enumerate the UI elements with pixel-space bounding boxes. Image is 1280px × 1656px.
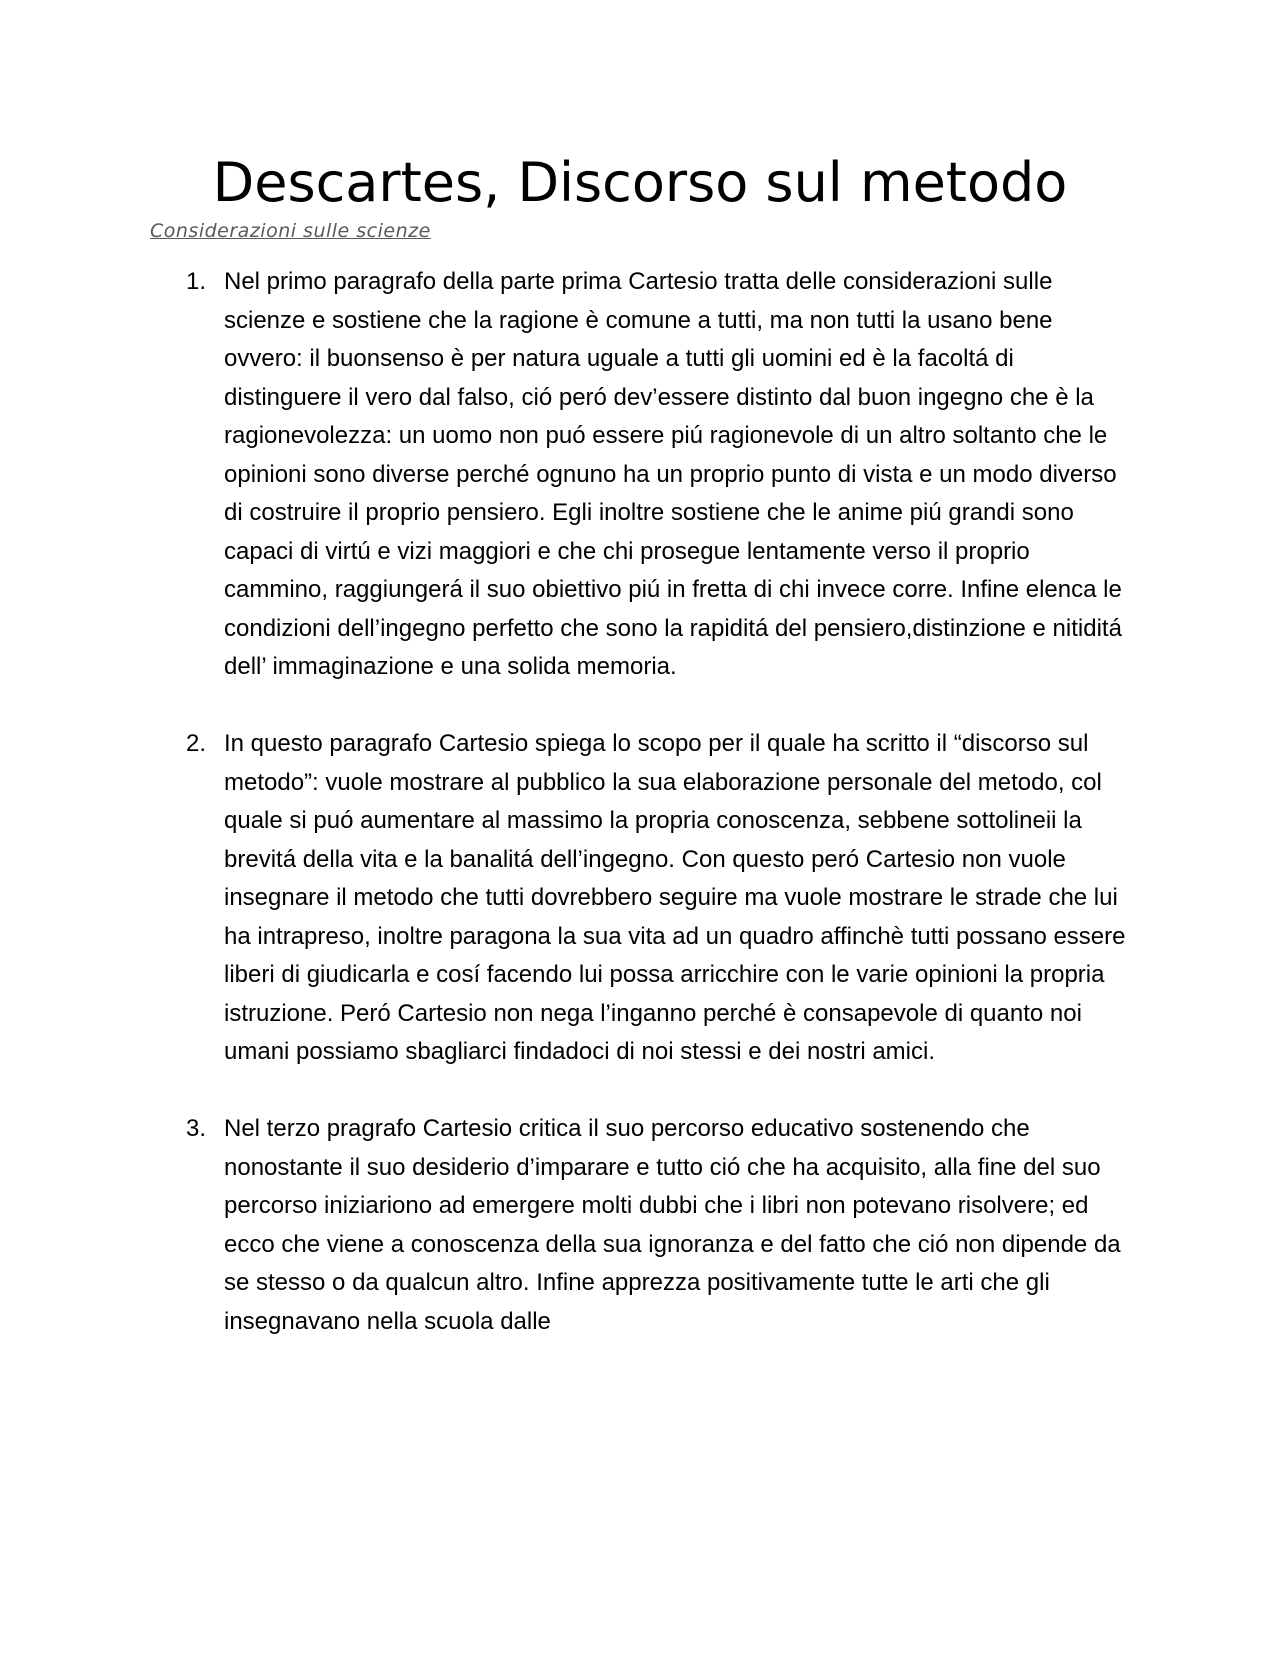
list-item	[186, 1110, 1126, 1341]
list-item-text: Nel primo paragrafo della parte prima Cartesio tratta delle considerazioni sulle scienze e sostiene che la ragione è comune a tutti, ma non tutti la usano bene ovvero: il buonsenso è per natura uguale a tutti gli uomini ed è la facoltá di distinguere il vero dal falso, ció peró dev’essere distinto dal buon ingegno che è la ragionevolezza: un uomo non puó essere piú ragionevole di un altro soltanto che le opinioni sono diverse perché ognuno ha un proprio punto di vista e un modo diverso di costruire il proprio pensiero. Egli inoltre sostiene che le anime piú grandi sono capaci di virtú e vizi maggiori e che chi prosegue lentamente verso il proprio cammino, raggiungerá il suo obiettivo piú in fretta di chi invece corre. Infine elenca le condizioni dell’ingegno perfetto che sono la rapiditá del pensiero,distinzione e nitiditá dell’ immaginazione e una solida memoria.	[224, 268, 1122, 680]
list-item-number: 1.	[186, 268, 207, 295]
list-item-number: 3.	[186, 1115, 207, 1142]
list-item-text: Nel terzo pragrafo Cartesio critica il suo percorso educativo sostenendo che nonostante il suo desiderio d’imparare e tutto ció che ha acquisito, alla fine del suo percorso iniziariono ad emergere molti dubbi che i libri non potevano risolvere; ed ecco che viene a conoscenza della sua ignoranza e del fatto che ció non dipende da se stesso o da qualcun altro. Infine apprezza positivamente tutte le arti che gli insegnavano nella scuola dalle	[224, 1115, 1121, 1335]
list-item-number: 2.	[186, 730, 207, 757]
paragraph-list	[186, 263, 1126, 1380]
document-title: Descartes, Discorso sul metodo	[212, 151, 1068, 214]
document-subtitle: Considerazioni sulle scienze	[150, 220, 431, 242]
list-item	[186, 263, 1126, 687]
list-item-text: In questo paragrafo Cartesio spiega lo scopo per il quale ha scritto il “discorso sul metodo”: vuole mostrare al pubblico la sua elaborazione personale del metodo, col quale si puó aumentare al massimo la propria conoscenza, sebbene sottolineii la brevitá della vita e la banalitá dell’ingegno. Con questo peró Cartesio non vuole insegnare il metodo che tutti dovrebbero seguire ma vuole mostrare le strade che lui ha intrapreso, inoltre paragona la sua vita ad un quadro affinchè tutti possano essere liberi di giudicarla e cosí facendo lui possa arricchire con le varie opinioni la propria istruzione. Peró Cartesio non nega l’inganno perché è consapevole di quanto noi umani possiamo sbagliarci findadoci di noi stessi e dei nostri amici.	[224, 730, 1126, 1065]
list-item	[186, 725, 1126, 1072]
